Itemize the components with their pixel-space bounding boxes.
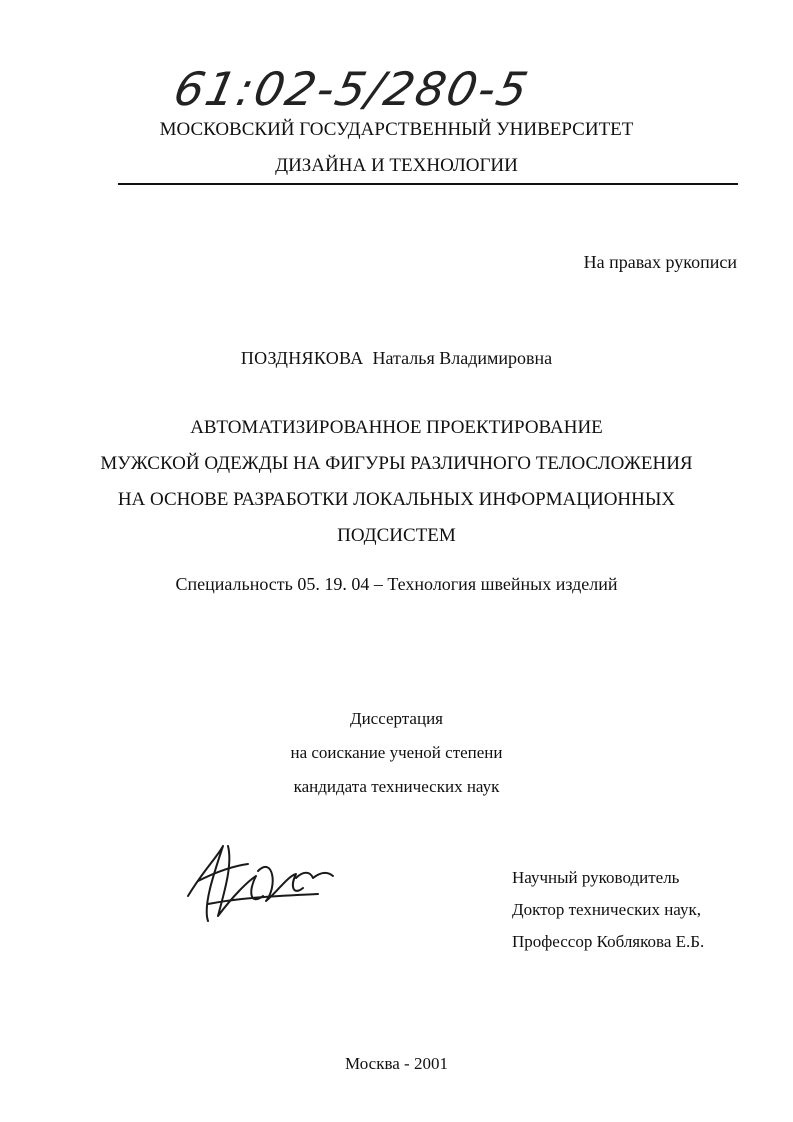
header-divider bbox=[118, 183, 738, 185]
dissertation-degree-block bbox=[0, 702, 793, 804]
degree-line-3: кандидата технических наук bbox=[293, 777, 500, 796]
university-line-1: МОСКОВСКИЙ ГОСУДАРСТВЕННЫЙ УНИВЕРСИТЕТ bbox=[159, 119, 634, 140]
supervisor-block bbox=[512, 862, 704, 958]
archive-code-handwritten: 61:02-5/280-5 bbox=[169, 62, 535, 116]
manuscript-rights-note: На правах рукописи bbox=[583, 252, 737, 272]
city-year: Москва - 2001 bbox=[345, 1054, 448, 1073]
dissertation-title bbox=[0, 410, 793, 554]
specialty-line: Специальность 05. 19. 04 – Технология швейных изделий bbox=[175, 574, 618, 594]
title-line: МУЖСКОЙ ОДЕЖДЫ НА ФИГУРЫ РАЗЛИЧНОГО ТЕЛОСЛОЖЕНИЯ bbox=[100, 453, 693, 474]
supervisor-line-2: Доктор технических наук, bbox=[512, 900, 701, 919]
university-line-2: ДИЗАЙНА И ТЕХНОЛОГИИ bbox=[275, 155, 518, 176]
author-name bbox=[0, 348, 793, 369]
author-given-names: Наталья Владимировна bbox=[372, 348, 553, 368]
author-surname: ПОЗДНЯКОВА bbox=[240, 348, 364, 368]
supervisor-line-1: Научный руководитель bbox=[512, 868, 680, 887]
degree-line-1: Диссертация bbox=[349, 709, 443, 728]
university-name bbox=[0, 112, 793, 184]
degree-line-2: на соискание ученой степени bbox=[290, 743, 503, 762]
signature-image bbox=[178, 826, 348, 936]
supervisor-line-3: Профессор Коблякова Е.Б. bbox=[512, 932, 705, 951]
title-line: АВТОМАТИЗИРОВАННОЕ ПРОЕКТИРОВАНИЕ bbox=[190, 417, 603, 438]
title-line: НА ОСНОВЕ РАЗРАБОТКИ ЛОКАЛЬНЫХ ИНФОРМАЦИОННЫХ bbox=[117, 489, 676, 510]
title-line: ПОДСИСТЕМ bbox=[337, 525, 456, 546]
